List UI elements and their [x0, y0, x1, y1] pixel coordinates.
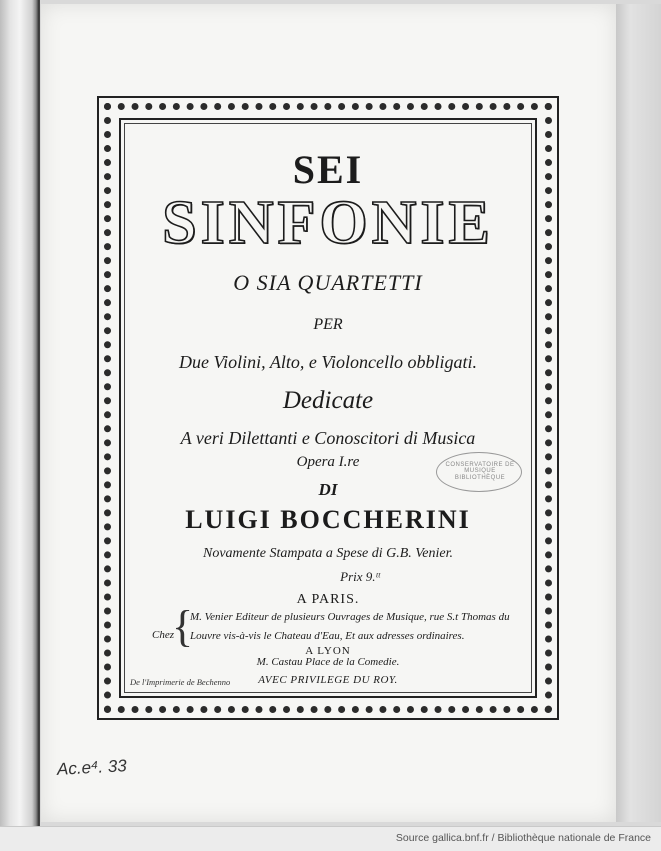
subtitle-quartetti: O SIA QUARTETTI: [233, 270, 423, 295]
dedicatees-line: A veri Dilettanti e Conoscitori di Musica: [180, 428, 476, 448]
printed-by-line: Novamente Stampata a Spese di G.B. Venier.: [202, 546, 453, 561]
title-di: DI: [318, 480, 338, 499]
chez-label: Chez: [152, 629, 174, 641]
title-per: PER: [313, 316, 343, 333]
title-sei: SEI: [292, 147, 364, 192]
dedicate-heading: Dedicate: [282, 387, 374, 414]
printer-credit: De l'Imprimerie de Bechenno: [130, 677, 231, 687]
title-sinfonie: SINFONIE: [162, 189, 494, 257]
stamp-line-1: CONSERVATOIRE DE MUSIQUE: [445, 462, 515, 474]
page-edge: [616, 4, 661, 822]
library-stamp: [436, 452, 522, 492]
royal-privilege: AVEC PRIVILEGE DU ROY.: [258, 674, 398, 686]
source-credit: Source gallica.bnf.fr / Bibliothèque nationale de France: [395, 832, 651, 844]
instruments-line: Due Violini, Alto, e Violoncello obbligati.: [179, 352, 477, 372]
book-spine: [0, 0, 40, 826]
shelfmark: Ac.e⁴. 33: [56, 756, 128, 779]
brace-glyph: {: [172, 602, 194, 651]
price: Prix 9.ᵗᵗ: [340, 569, 380, 584]
city-lyon: A LYON: [305, 645, 351, 657]
opus-number: Opera I.re: [296, 454, 360, 470]
lyon-seller: M. Castau Place de la Comedie.: [256, 656, 400, 668]
source-bar: [0, 826, 661, 851]
stamp-line-2: BIBLIOTHÈQUE: [454, 475, 506, 481]
publisher-address-line-2: Louvre vis-à-vis le Chateau d'Eau, Et aux adresses ordinaires.: [190, 630, 465, 642]
city-paris: A PARIS.: [296, 592, 360, 607]
composer-name: LUIGI BOCCHERINI: [185, 505, 471, 534]
publisher-address-line-1: M. Venier Editeur de plusieurs Ouvrages de Musique, rue S.t Thomas du: [190, 611, 510, 623]
